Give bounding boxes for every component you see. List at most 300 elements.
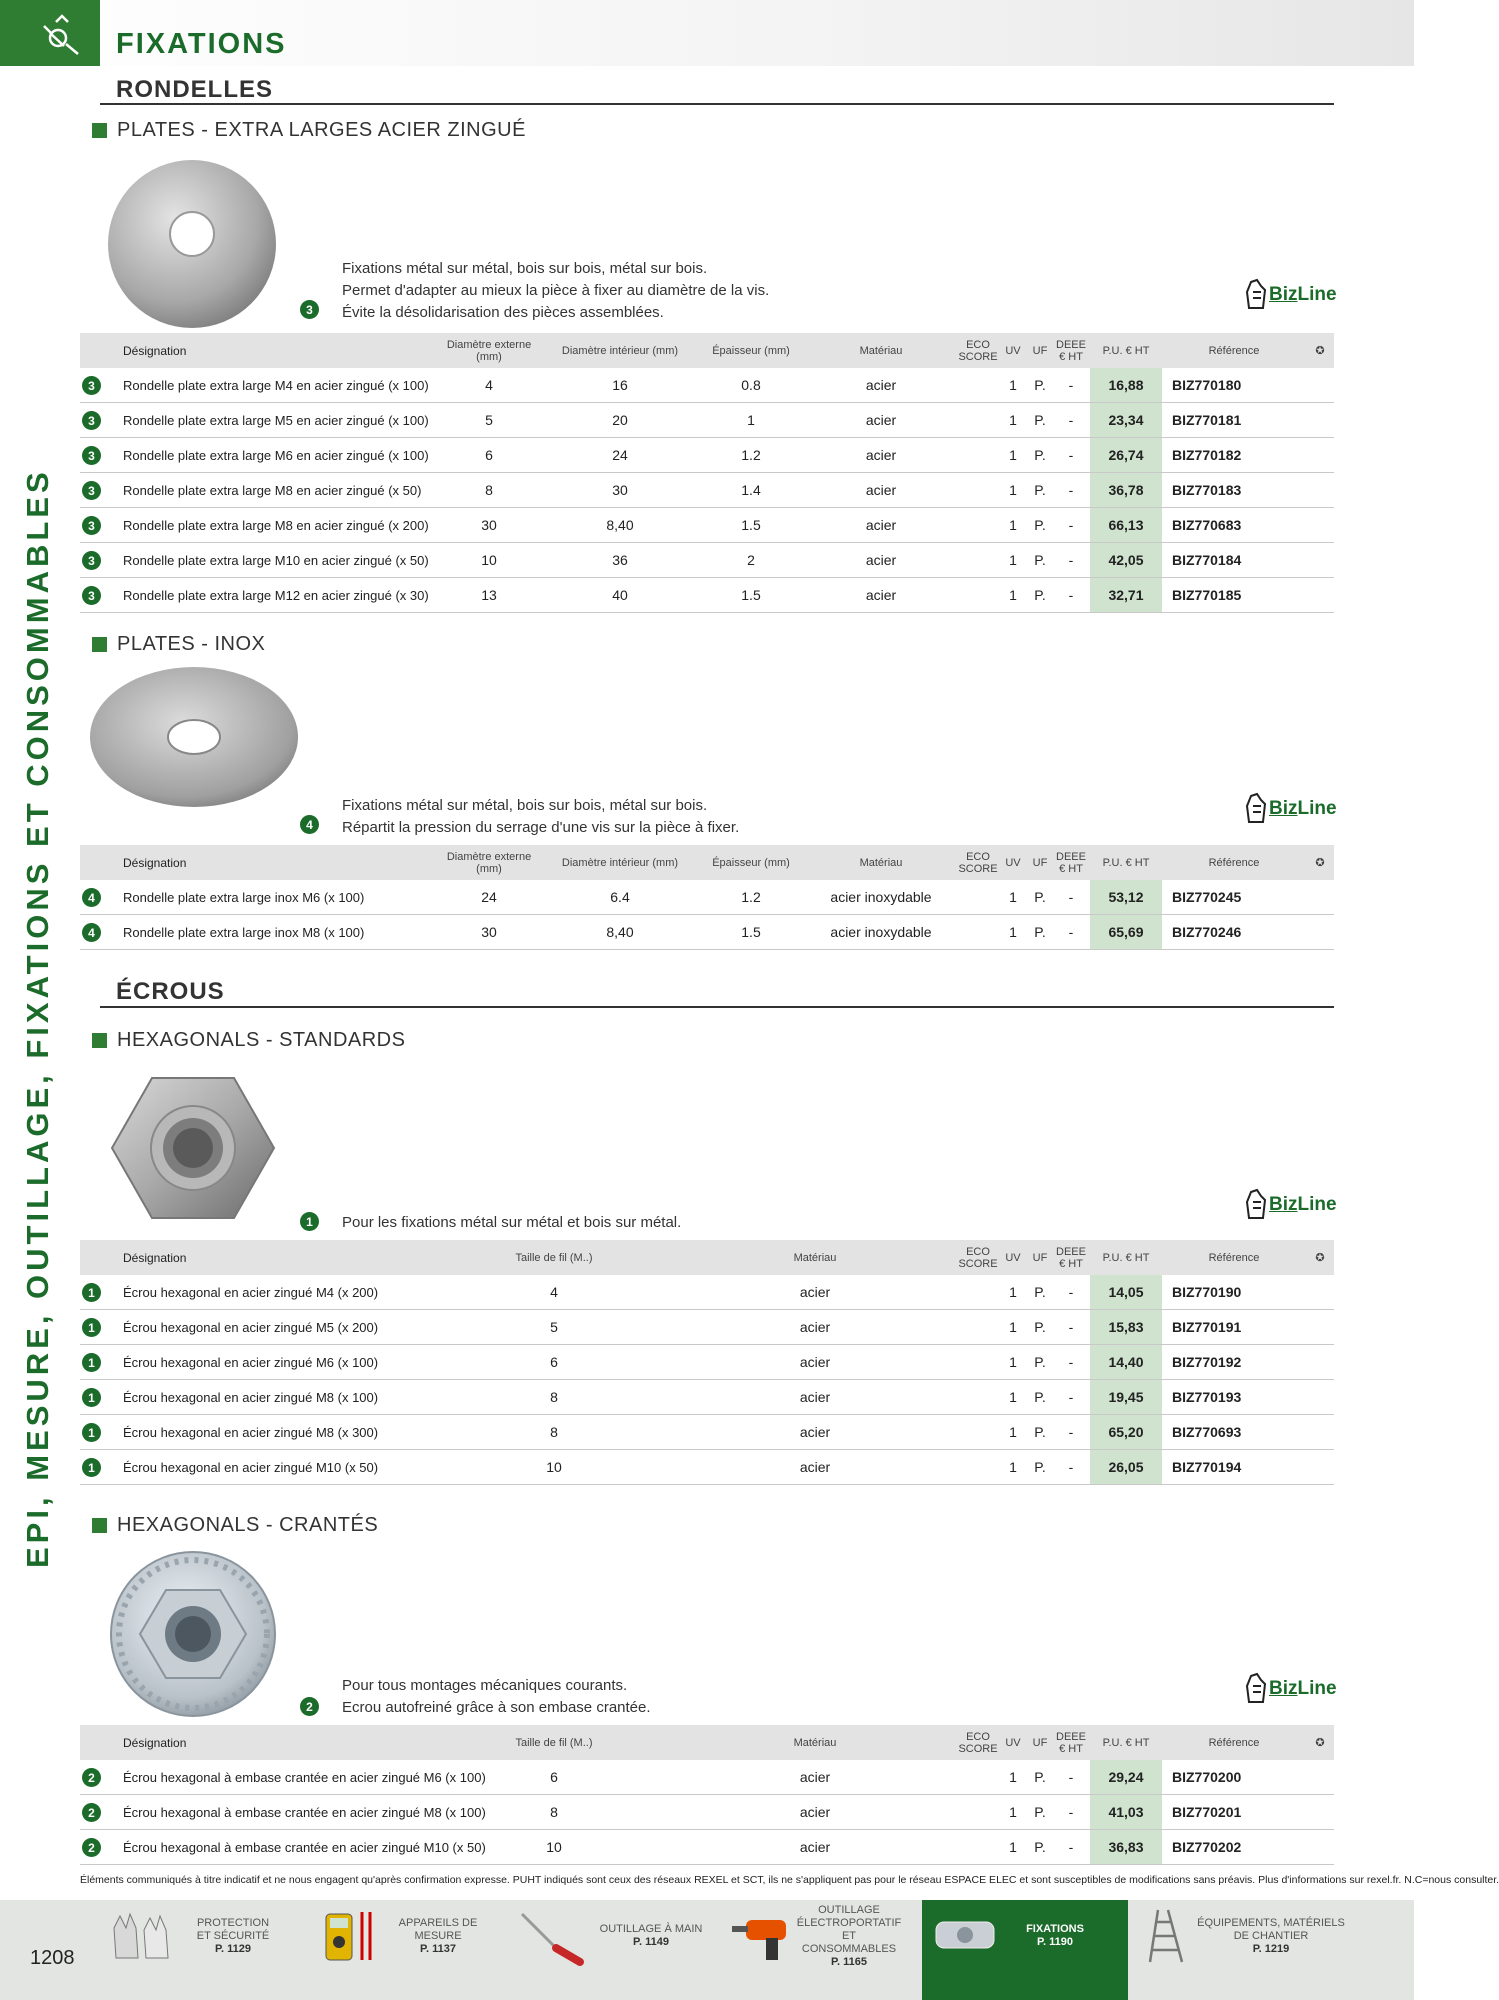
table-body [80,368,1334,613]
recycle-cell [1306,1275,1334,1310]
uv-cell: 1 [998,1275,1028,1310]
table-body [80,1760,1334,1865]
product-description [342,1212,681,1234]
bizline-logo [1245,1672,1337,1706]
item-badge: 2 [82,1803,101,1822]
product-description [342,1675,651,1719]
nav-page: P. 1165 [831,1955,867,1968]
eco-score-cell [958,508,998,543]
material-cell: acier [672,1345,958,1380]
price-cell: 65,69 [1090,915,1162,950]
price-cell: 14,40 [1090,1345,1162,1380]
nav-label: FIXATIONS [1026,1923,1084,1935]
reference-cell: BIZ770193 [1162,1380,1306,1415]
screwdriver-icon [516,1908,596,1964]
nav-label: DE CHANTIER [1233,1929,1309,1942]
wire-size-cell: 8 [436,1795,672,1830]
eco-score-cell [958,543,998,578]
table-header [80,1240,1334,1275]
material-cell: acier [672,1450,958,1485]
deee-cell: - [1052,1275,1090,1310]
int-diameter-cell: 24 [542,438,698,473]
designation-text: Écrou hexagonal en acier zingué M10 (x 50) [123,1459,379,1475]
reference-cell: BIZ770201 [1162,1795,1306,1830]
uv-cell: 1 [998,880,1028,915]
reference-cell: BIZ770185 [1162,578,1306,613]
material-cell: acier inoxydable [804,915,958,950]
col-material: Matériau [672,1240,958,1275]
table-row[interactable] [80,473,1334,508]
recycle-cell [1306,1450,1334,1485]
brand-line: Line [1297,798,1337,819]
recycle-cell [1306,578,1334,613]
table-body [80,1275,1334,1485]
col-designation: Désignation [80,1240,436,1275]
recycle-cell [1306,1380,1334,1415]
multimeter-icon [318,1908,378,1964]
designation-cell [80,880,436,915]
section-divider [100,103,1334,105]
uf-cell: P. [1028,578,1052,613]
price-cell: 16,88 [1090,368,1162,403]
uf-cell: P. [1028,403,1052,438]
wire-size-cell: 5 [436,1310,672,1345]
bizline-mascot-icon [1245,792,1267,826]
uf-cell: P. [1028,1275,1052,1310]
wire-size-cell: 10 [436,1450,672,1485]
ladder-icon [1146,1906,1196,1966]
deee-cell: - [1052,1345,1090,1380]
legal-note: Éléments communiqués à titre indicatif et ne nous engagent qu'après confirmation expresse. PUHT indiqués sont ceux des réseaux REXEL et SCT, ils ne s'appliquent pas pour le réseau ESPACE ELEC et sont susceptibles de modifications sans préavis. Plus d'informations sur rexel.fr. N.C=nous consulter. [80,1874,1499,1886]
item-badge: 1 [82,1353,101,1372]
eco-score-cell [958,1760,998,1795]
designation-text: Écrou hexagonal en acier zingué M5 (x 200) [123,1319,379,1335]
section-title-rondelles: RONDELLES [116,76,274,103]
deee-cell: - [1052,1310,1090,1345]
header-category-tile [0,0,100,66]
item-badge: 3 [82,481,101,500]
uv-cell: 1 [998,1795,1028,1830]
eco-score-cell [958,1830,998,1865]
reference-cell: BIZ770182 [1162,438,1306,473]
price-cell: 36,83 [1090,1830,1162,1865]
uv-cell: 1 [998,508,1028,543]
deee-cell: - [1052,473,1090,508]
col-material: Matériau [804,333,958,368]
subsection-title [92,633,265,656]
item-badge: 1 [82,1388,101,1407]
material-cell: acier [804,508,958,543]
col-thickness: Épaisseur (mm) [698,333,804,368]
subsection-label: PLATES - INOX [117,633,266,655]
section-divider [100,1006,1334,1008]
table-row[interactable] [80,1450,1334,1485]
eco-score-cell [958,473,998,508]
designation-cell [80,1795,486,1830]
recycle-icon: ✪ [1306,1725,1334,1760]
nav-label: ÉQUIPEMENTS, MATÉRIELS [1197,1916,1345,1929]
footer-link-mesure[interactable] [318,1906,498,1966]
designation-text: Écrou hexagonal en acier zingué M8 (x 100) [123,1389,379,1405]
footer-link-fixations[interactable] [930,1906,1110,1966]
int-diameter-cell: 8,40 [542,915,698,950]
thickness-cell: 1.5 [698,915,804,950]
table-header [80,333,1334,368]
description-line: Pour les fixations métal sur métal et bois sur métal. [342,1214,682,1231]
table-row[interactable] [80,1415,1334,1450]
hex-nut-image [110,1074,276,1222]
price-cell: 42,05 [1090,543,1162,578]
ext-diameter-cell: 13 [436,578,542,613]
recycle-cell [1306,543,1334,578]
item-badge: 3 [82,586,101,605]
table-row[interactable] [80,1345,1334,1380]
designation-text: Écrou hexagonal en acier zingué M8 (x 300) [123,1424,379,1440]
inox-washer-image [88,666,300,808]
col-deee: DEEE € HT [1052,1725,1090,1760]
table-row[interactable] [80,1795,1334,1830]
uf-cell: P. [1028,368,1052,403]
reference-cell: BIZ770191 [1162,1310,1306,1345]
item-badge: 3 [82,446,101,465]
product-table-plates-zinguees [80,333,1334,613]
material-cell: acier [672,1795,958,1830]
bullet-square [92,1518,107,1533]
uv-cell: 1 [998,578,1028,613]
item-badge: 2 [82,1768,101,1787]
eco-score-cell [958,915,998,950]
footer-link-label [794,1904,904,1969]
uv-cell: 1 [998,1830,1028,1865]
uf-cell: P. [1028,1450,1052,1485]
col-price: P.U. € HT [1090,1240,1162,1275]
footer-link-label [596,1923,706,1949]
col-price: P.U. € HT [1090,845,1162,880]
fixations-icon [0,0,100,66]
uf-cell: P. [1028,543,1052,578]
item-badge: 1 [300,1212,319,1231]
col-uv: UV [998,333,1028,368]
recycle-cell [1306,915,1334,950]
material-cell: acier inoxydable [804,880,958,915]
footer-link-equipements[interactable] [1146,1906,1346,1966]
uv-cell: 1 [998,543,1028,578]
uf-cell: P. [1028,438,1052,473]
section-title-ecrous: ÉCROUS [116,978,225,1005]
table-row[interactable] [80,403,1334,438]
item-badge: 2 [300,1697,319,1716]
uv-cell: 1 [998,1345,1028,1380]
product-table-plates-inox [80,845,1334,950]
col-uv: UV [998,1725,1028,1760]
thickness-cell: 1.5 [698,508,804,543]
ext-diameter-cell: 24 [436,880,542,915]
col-eco-score: ECO SCORE [958,845,998,880]
table-row[interactable] [80,578,1334,613]
eco-score-cell [958,403,998,438]
int-diameter-cell: 8,40 [542,508,698,543]
ext-diameter-cell: 6 [436,438,542,473]
table-header [80,1725,1334,1760]
designation-text: Rondelle plate extra large M8 en acier zingué (x 50) [123,482,422,498]
flat-washer-image [104,170,280,320]
footer-link-label [378,1917,498,1956]
table-row[interactable] [80,438,1334,473]
recycle-cell [1306,403,1334,438]
uf-cell: P. [1028,473,1052,508]
designation-cell [80,1415,436,1450]
deee-cell: - [1052,880,1090,915]
designation-cell [80,578,436,613]
uv-cell: 1 [998,403,1028,438]
material-cell: acier [804,368,958,403]
designation-cell [80,1345,436,1380]
designation-text: Rondelle plate extra large M10 en acier zingué (x 50) [123,552,429,568]
designation-cell [80,1380,436,1415]
recycle-cell [1306,1760,1334,1795]
designation-cell [80,1830,486,1865]
price-cell: 66,13 [1090,508,1162,543]
designation-cell [80,508,436,543]
table-row[interactable] [80,508,1334,543]
uf-cell: P. [1028,1830,1052,1865]
designation-cell [80,543,436,578]
nav-label: ET CONSOMMABLES [801,1929,897,1955]
description-line: Répartit la pression du serrage d'une vis sur la pièce à fixer. [342,819,740,836]
material-cell: acier [672,1415,958,1450]
uv-cell: 1 [998,368,1028,403]
brand-line: Line [1297,1194,1337,1215]
subsection-title [92,119,526,142]
designation-text: Rondelle plate extra large M5 en acier zingué (x 100) [123,412,429,428]
material-cell: acier [672,1830,958,1865]
uv-cell: 1 [998,438,1028,473]
item-badge: 4 [300,815,319,834]
table-row[interactable] [80,1275,1334,1310]
nav-label: OUTILLAGE ÉLECTROPORTATIF [796,1903,902,1929]
brand-line: Line [1297,284,1337,305]
item-badge: 1 [82,1283,101,1302]
table-row[interactable] [80,1830,1334,1865]
reference-cell: BIZ770184 [1162,543,1306,578]
subsection-title [92,1514,378,1537]
page-title: FIXATIONS [116,28,287,60]
eco-score-cell [958,1380,998,1415]
thickness-cell: 1.5 [698,578,804,613]
col-reference: Référence [1162,333,1306,368]
uf-cell: P. [1028,508,1052,543]
col-designation: Désignation [80,333,436,368]
col-price: P.U. € HT [1090,333,1162,368]
col-reference: Référence [1162,1725,1306,1760]
uv-cell: 1 [998,1310,1028,1345]
thickness-cell: 1.2 [698,438,804,473]
deee-cell: - [1052,915,1090,950]
reference-cell: BIZ770192 [1162,1345,1306,1380]
reference-cell: BIZ770181 [1162,403,1306,438]
table-row[interactable] [80,915,1334,950]
table-row[interactable] [80,368,1334,403]
col-uf: UF [1028,333,1052,368]
item-badge: 1 [82,1318,101,1337]
table-body [80,880,1334,950]
serrated-nut-image [108,1550,278,1718]
eco-score-cell [958,578,998,613]
col-int-diameter: Diamètre intérieur (mm) [542,845,698,880]
nav-label: ET SÉCURITÉ [196,1929,270,1942]
nav-page: P. 1129 [215,1942,251,1955]
nav-page: P. 1190 [1037,1936,1073,1948]
deee-cell: - [1052,508,1090,543]
col-uf: UF [1028,1725,1052,1760]
item-badge: 4 [82,888,101,907]
int-diameter-cell: 40 [542,578,698,613]
recycle-cell [1306,438,1334,473]
eco-score-cell [958,1310,998,1345]
drill-icon [730,1908,794,1964]
nav-page: P. 1137 [420,1942,456,1955]
eco-score-cell [958,368,998,403]
deee-cell: - [1052,1830,1090,1865]
col-eco-score: ECO SCORE [958,1725,998,1760]
col-material: Matériau [804,845,958,880]
table-row[interactable] [80,880,1334,915]
recycle-cell [1306,880,1334,915]
nav-page: P. 1149 [633,1936,669,1948]
deee-cell: - [1052,368,1090,403]
designation-text: Rondelle plate extra large M8 en acier zingué (x 200) [123,517,429,533]
material-cell: acier [672,1760,958,1795]
col-material: Matériau [672,1725,958,1760]
item-badge: 4 [82,923,101,942]
designation-text: Écrou hexagonal à embase crantée en acier zingué M10 (x 50) [123,1839,486,1855]
int-diameter-cell: 6.4 [542,880,698,915]
wire-size-cell: 8 [436,1415,672,1450]
wire-size-cell: 10 [436,1830,672,1865]
eco-score-cell [958,1795,998,1830]
deee-cell: - [1052,1450,1090,1485]
deee-cell: - [1052,403,1090,438]
product-description [342,795,739,839]
uf-cell: P. [1028,1415,1052,1450]
designation-text: Écrou hexagonal à embase crantée en acier zingué M6 (x 100) [123,1769,486,1785]
thickness-cell: 1 [698,403,804,438]
brand-biz: Biz [1269,284,1298,305]
designation-cell [80,368,436,403]
wire-size-cell: 6 [436,1345,672,1380]
uf-cell: P. [1028,1795,1052,1830]
bullet-square [92,1033,107,1048]
recycle-icon: ✪ [1306,1240,1334,1275]
subsection-label: HEXAGONALS - CRANTÉS [117,1514,379,1536]
description-line: Ecrou autofreiné grâce à son embase crantée. [342,1699,651,1716]
designation-cell [80,915,436,950]
bullet-square [92,637,107,652]
item-badge: 3 [300,300,319,319]
deee-cell: - [1052,578,1090,613]
table-row[interactable] [80,543,1334,578]
col-int-diameter: Diamètre intérieur (mm) [542,333,698,368]
ext-diameter-cell: 30 [436,508,542,543]
reference-cell: BIZ770194 [1162,1450,1306,1485]
nav-label: PROTECTION [196,1916,270,1929]
recycle-cell [1306,1795,1334,1830]
col-eco-score: ECO SCORE [958,1240,998,1275]
designation-text: Rondelle plate extra large inox M6 (x 100) [123,889,365,905]
eco-score-cell [958,1275,998,1310]
bizline-mascot-icon [1245,278,1267,312]
product-description [342,258,769,324]
reference-cell: BIZ770693 [1162,1415,1306,1450]
designation-cell [80,1310,436,1345]
price-cell: 41,03 [1090,1795,1162,1830]
designation-text: Rondelle plate extra large inox M8 (x 100) [123,924,365,940]
recycle-icon: ✪ [1306,845,1334,880]
price-cell: 19,45 [1090,1380,1162,1415]
uf-cell: P. [1028,915,1052,950]
designation-text: Rondelle plate extra large M12 en acier zingué (x 30) [123,587,429,603]
nav-page: P. 1219 [1252,1942,1290,1955]
uv-cell: 1 [998,1380,1028,1415]
col-reference: Référence [1162,845,1306,880]
designation-text: Écrou hexagonal en acier zingué M4 (x 200) [123,1284,379,1300]
thickness-cell: 2 [698,543,804,578]
bizline-logo [1245,792,1337,826]
col-wire-size: Taille de fil (M..) [436,1725,672,1760]
material-cell: acier [804,543,958,578]
recycle-cell [1306,508,1334,543]
col-uv: UV [998,1240,1028,1275]
col-uf: UF [1028,845,1052,880]
eco-score-cell [958,880,998,915]
gloves-icon [108,1908,178,1964]
table-row[interactable] [80,1760,1334,1795]
recycle-cell [1306,1310,1334,1345]
deee-cell: - [1052,543,1090,578]
designation-text: Rondelle plate extra large M4 en acier zingué (x 100) [123,377,429,393]
material-cell: acier [672,1380,958,1415]
item-badge: 1 [82,1423,101,1442]
description-line: Permet d'adapter au mieux la pièce à fixer au diamètre de la vis. [342,282,770,299]
col-ext-diameter: Diamètre externe (mm) [436,333,542,368]
table-row[interactable] [80,1380,1334,1415]
wire-size-cell: 8 [436,1380,672,1415]
uf-cell: P. [1028,880,1052,915]
uv-cell: 1 [998,1415,1028,1450]
thickness-cell: 0.8 [698,368,804,403]
deee-cell: - [1052,438,1090,473]
col-price: P.U. € HT [1090,1725,1162,1760]
table-header [80,845,1334,880]
recycle-cell [1306,1830,1334,1865]
nav-label: OUTILLAGE À MAIN [599,1923,703,1935]
footer-link-label [178,1917,288,1956]
int-diameter-cell: 20 [542,403,698,438]
col-deee: DEEE € HT [1052,1240,1090,1275]
footter-link-outillage-main[interactable] [516,1906,706,1966]
footer-link-protection[interactable] [108,1906,288,1966]
ext-diameter-cell: 5 [436,403,542,438]
description-line: Pour tous montages mécaniques courants. [342,1677,628,1694]
wire-size-cell: 6 [436,1760,672,1795]
table-row[interactable] [80,1310,1334,1345]
subsection-label: PLATES - EXTRA LARGES ACIER ZINGUÉ [117,119,526,141]
reference-cell: BIZ770683 [1162,508,1306,543]
designation-cell [80,438,436,473]
col-eco-score: ECO SCORE [958,333,998,368]
footer-link-electroportatif[interactable] [730,1903,904,1968]
description-line: Évite la désolidarisation des pièces assemblées. [342,304,664,321]
